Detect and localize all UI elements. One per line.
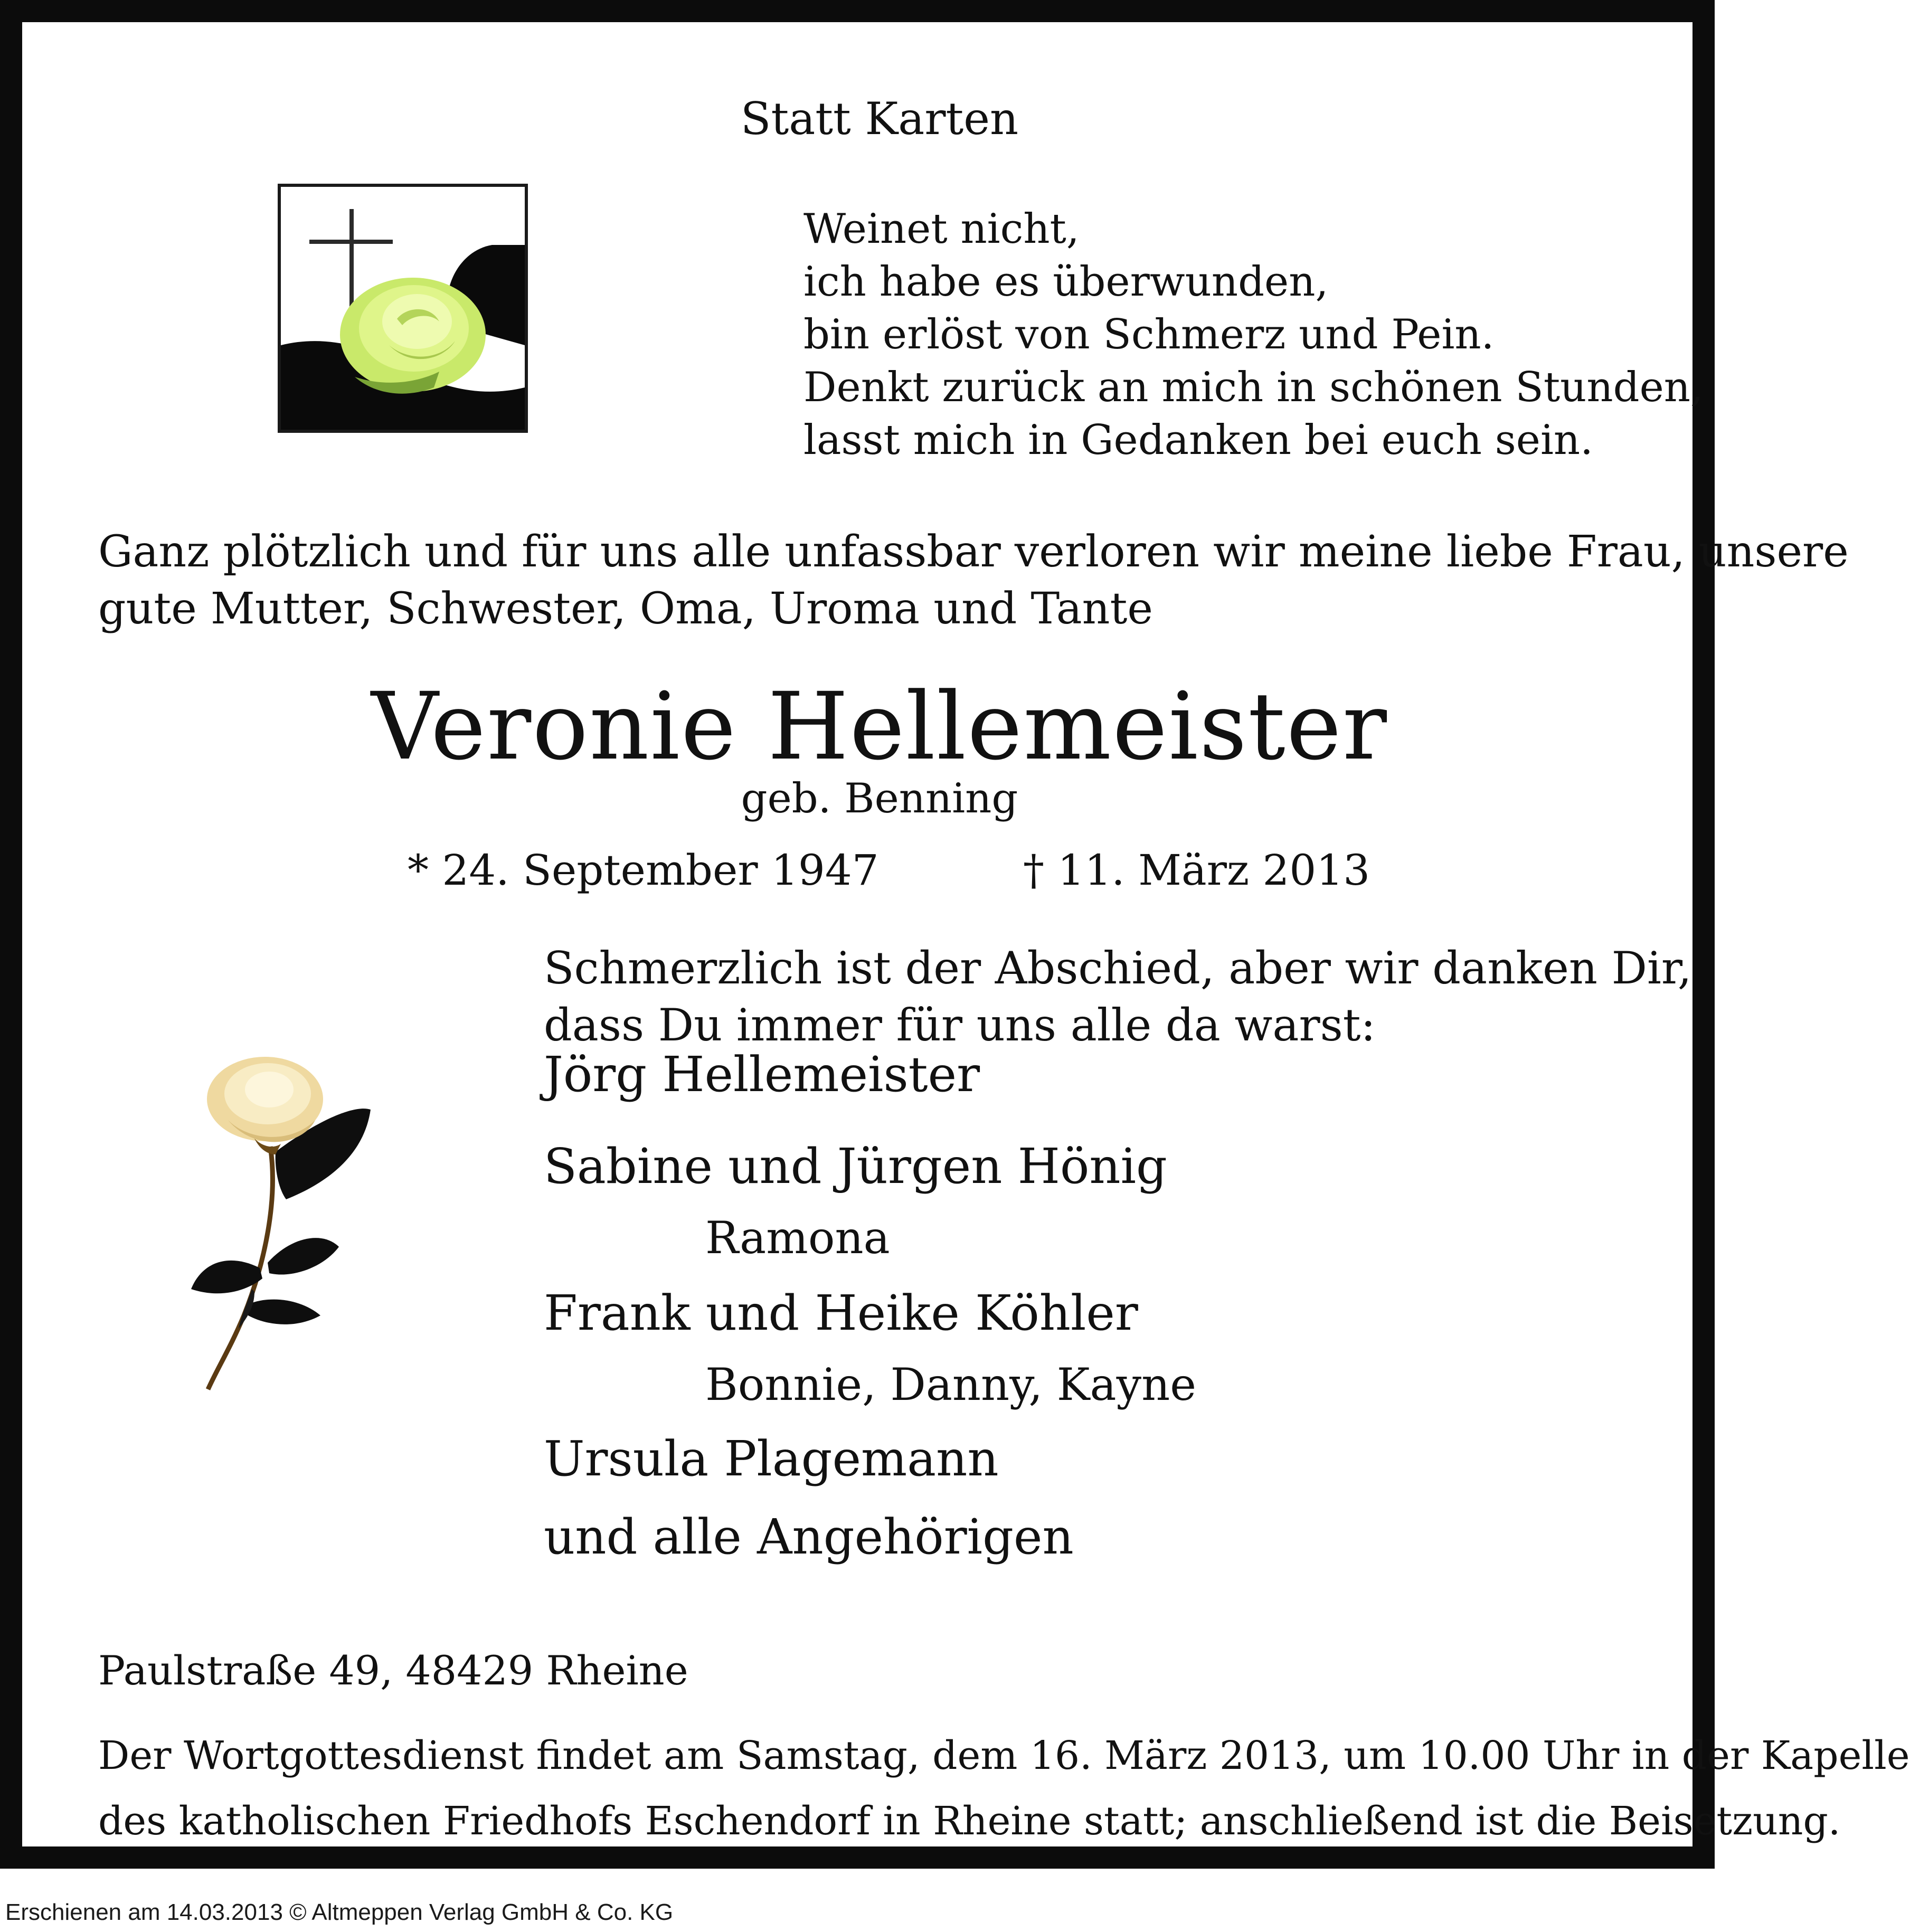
poem-line: Denkt zurück an mich in schönen Stunden, bbox=[803, 364, 1704, 411]
poem-line: Weinet nicht, bbox=[803, 205, 1080, 253]
mourner-2: Sabine und Jürgen Hönig bbox=[544, 1138, 1167, 1195]
mourner-5: und alle Angehörigen bbox=[544, 1509, 1074, 1565]
mourner-2-children: Ramona bbox=[705, 1212, 890, 1264]
rose-image bbox=[181, 1041, 402, 1410]
intro-text bbox=[98, 524, 1849, 638]
cross-rose-image bbox=[278, 184, 528, 433]
service-line: des katholischen Friedhofs Eschendorf in Rheine statt; anschließend ist die Beisetzung. bbox=[98, 1798, 1841, 1844]
farewell-line: dass Du immer für uns alle da warst: bbox=[544, 999, 1376, 1051]
poem-line: lasst mich in Gedanken bei euch sein. bbox=[803, 416, 1593, 464]
farewell-text bbox=[544, 940, 1691, 1054]
mourner-3: Frank und Heike Köhler bbox=[544, 1285, 1138, 1341]
death-date: † 11. März 2013 bbox=[1023, 846, 1370, 895]
service-line: Der Wortgottesdienst findet am Samstag, dem 16. März 2013, um 10.00 Uhr in der Kapelle bbox=[98, 1733, 1910, 1778]
mourner-4: Ursula Plagemann bbox=[544, 1431, 999, 1487]
deceased-name: Veronie Hellemeister bbox=[371, 673, 1388, 781]
poem-line: ich habe es überwunden, bbox=[803, 258, 1329, 306]
intro-line: gute Mutter, Schwester, Oma, Uroma und Tante bbox=[98, 584, 1153, 634]
intro-line: Ganz plötzlich und für uns alle unfassbar verloren wir meine liebe Frau, unsere bbox=[98, 527, 1849, 577]
cross-icon bbox=[281, 187, 525, 430]
mourner-3-children: Bonnie, Danny, Kayne bbox=[705, 1359, 1196, 1410]
rose-stem-photo bbox=[181, 1041, 402, 1410]
service-info bbox=[98, 1723, 1910, 1854]
publication-footer: Erschienen am 14.03.2013 © Altmeppen Verlag GmbH & Co. KG bbox=[5, 1899, 674, 1925]
poem bbox=[803, 203, 1704, 467]
heading-statt-karten: Statt Karten bbox=[740, 93, 1019, 145]
address: Paulstraße 49, 48429 Rheine bbox=[98, 1647, 688, 1694]
mourner-1: Jörg Hellemeister bbox=[544, 1046, 980, 1103]
poem-line: bin erlöst von Schmerz und Pein. bbox=[803, 311, 1495, 358]
birth-date: * 24. September 1947 bbox=[408, 846, 879, 895]
maiden-name: geb. Benning bbox=[741, 775, 1018, 822]
farewell-line: Schmerzlich ist der Abschied, aber wir danken Dir, bbox=[544, 942, 1692, 994]
